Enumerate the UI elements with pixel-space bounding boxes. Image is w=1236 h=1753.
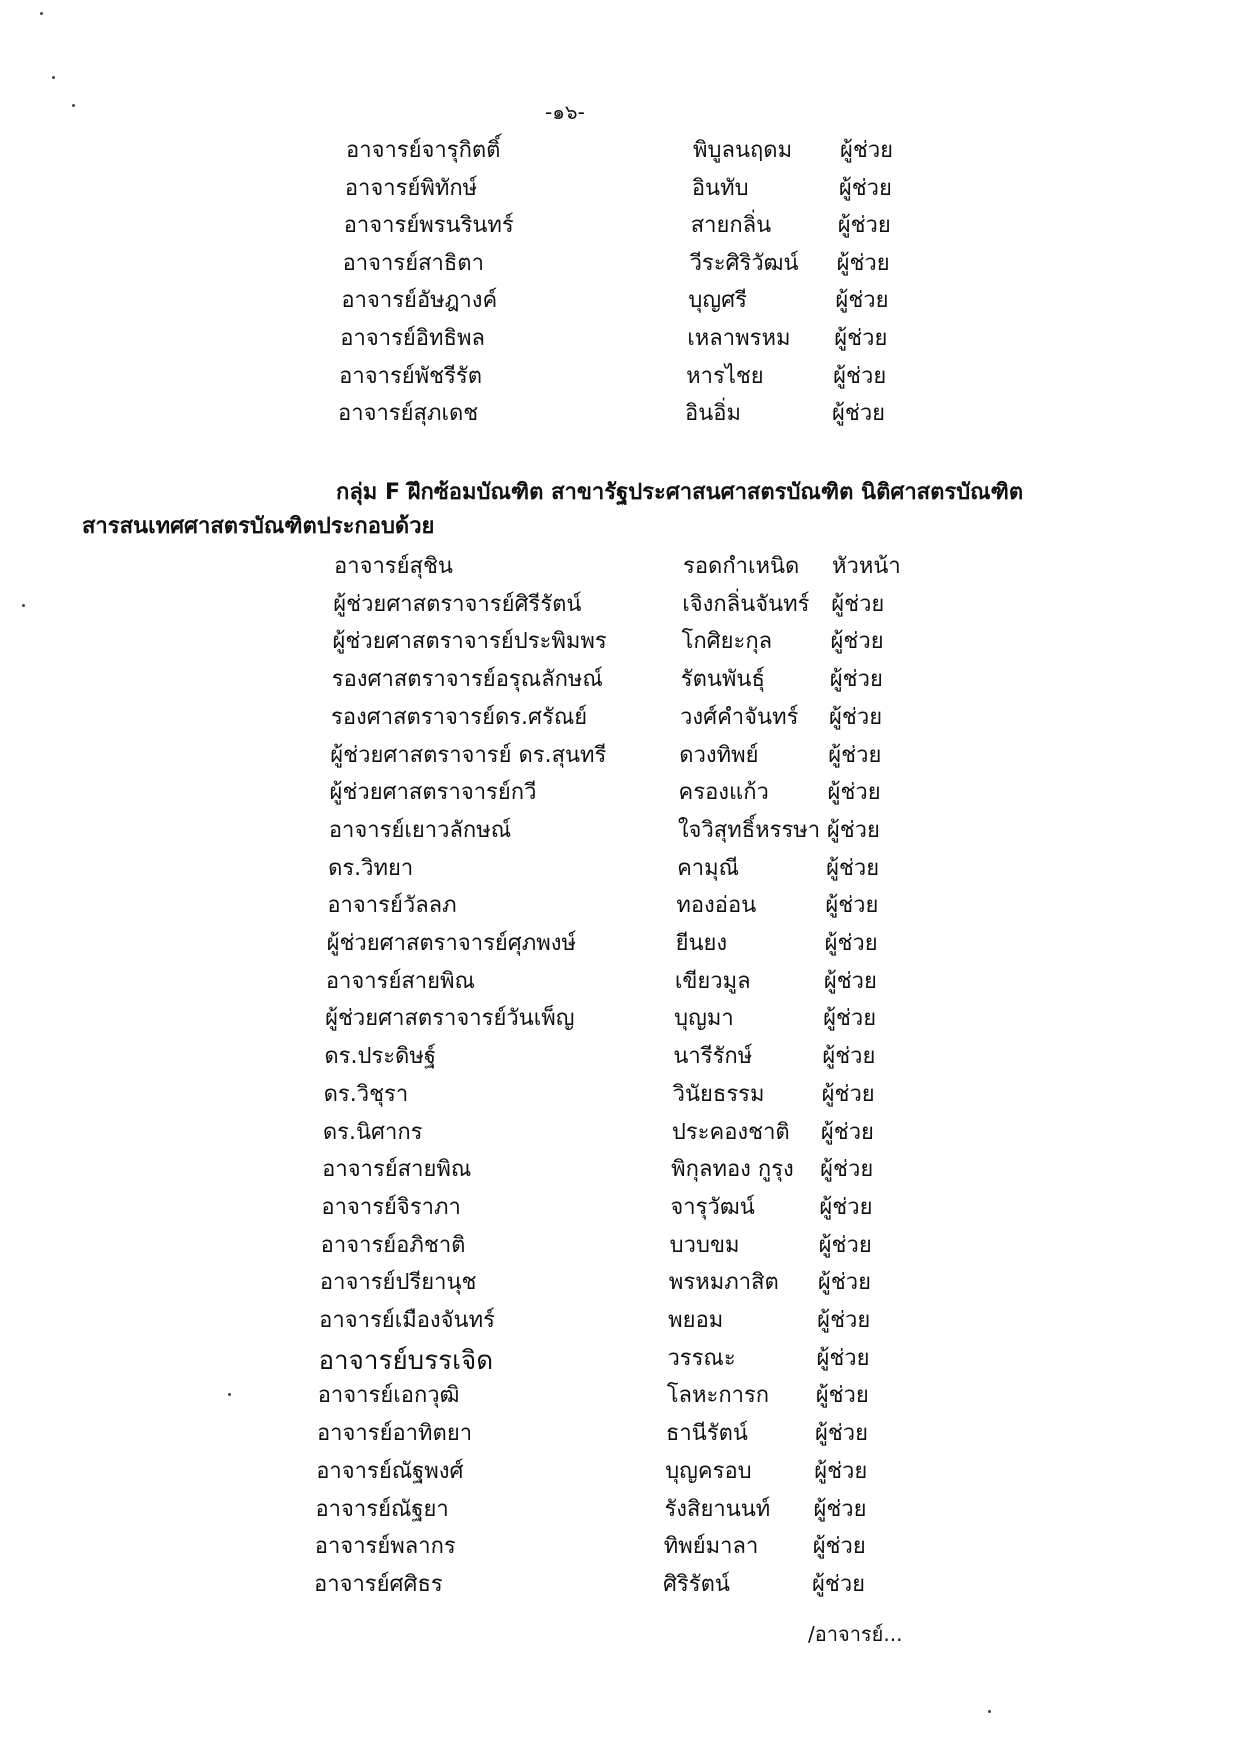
list-item [0,623,1236,659]
list-item [0,1076,1236,1112]
person-role: ผู้ช่วย [826,817,880,843]
list-item [0,1340,1236,1376]
person-surname: สายกลิ่น [690,213,772,239]
list-item [0,170,1236,206]
person-name: ผู้ช่วยศาสตราจารย์ศิรีรัตน์ [333,591,582,617]
person-role: ผู้ช่วย [824,931,878,956]
person-role: ผู้ช่วย [821,1081,875,1107]
person-surname: รังสิยานนท์ [664,1496,771,1522]
person-role: ผู้ช่วย [812,1534,866,1560]
person-surname: พรหมภาสิต [668,1270,779,1296]
person-name: ผู้ช่วยศาสตราจารย์ศุภพงษ์ [326,931,577,956]
list-item [0,395,1236,431]
list-item [0,282,1236,318]
list-item [0,1000,1236,1036]
person-name: อาจารย์เยาวลักษณ์ [328,817,512,843]
person-role: ผู้ช่วย [838,175,892,201]
person-surname: เหลาพรหม [687,326,791,351]
person-role: ผู้ช่วย [815,1383,869,1409]
list-item [0,887,1236,923]
person-role: ผู้ช่วย [834,326,888,351]
person-role: หัวหน้า [832,554,901,579]
scan-speck [72,104,75,107]
person-surname: วีระศิริวัฒน์ [689,250,799,276]
person-role: ผู้ช่วย [820,1157,874,1183]
person-surname: บวบขม [669,1232,740,1258]
person-role: ผู้ช่วย [835,288,889,314]
list-item [0,207,1236,243]
person-role: ผู้ช่วย [837,213,891,239]
list-item [0,925,1236,961]
person-role: ผู้ช่วย [829,667,883,693]
person-name: อาจารย์อาทิตยา [316,1421,473,1447]
group-f-heading-line1: กลุ่ม F ฝึกซ้อมบัณฑิต สาขารัฐประศาสนศาสตรบัณฑิต นิติศาสตรบัณฑิต [336,480,1024,505]
person-role: ผู้ช่วย [832,401,886,427]
person-surname: โกศิยะกุล [681,629,773,655]
person-name: อาจารย์พัชรีรัต [339,363,483,389]
person-name: รองศาสตราจารย์อรุณลักษณ์ [331,667,603,693]
person-name: อาจารย์สายพิณ [325,968,475,994]
list-item [0,661,1236,697]
person-surname: ดวงทิพย์ [679,742,759,768]
person-name: อาจารย์บรรเจิด [318,1345,494,1376]
person-name: อาจารย์เอกวุฒิ [317,1383,460,1409]
person-name: ดร.วิชุรา [323,1081,409,1107]
person-surname: เจิงกลิ่นจันทร์ [682,591,810,617]
page-number: -๑๖- [545,100,585,124]
list-item [0,132,1236,168]
scan-speck [40,12,43,15]
person-name: อาจารย์สายพิณ [322,1157,472,1183]
person-name: ดร.วิทยา [328,855,414,881]
person-surname: ยีนยง [675,931,728,956]
person-name: ผู้ช่วยศาสตราจารย์วันเพ็ญ [325,1006,575,1032]
list-item [0,358,1236,394]
person-role: ผู้ช่วย [820,1119,874,1145]
person-role: ผู้ช่วย [823,968,877,994]
person-surname: โลหะการก [666,1383,770,1409]
person-name: อาจารย์ณัฐพงศ์ [316,1458,464,1484]
person-name: อาจารย์สุภเดช [338,401,479,427]
list-item [0,1491,1236,1527]
list-item [0,1377,1236,1413]
person-name: อาจารย์วัลลภ [327,893,457,919]
person-surname: ประคองชาติ [671,1119,790,1145]
person-surname: อินอิ่ม [685,401,741,427]
person-surname: พิบูลนฤดม [693,138,793,163]
person-surname: อินทับ [691,175,749,201]
person-surname: หารไชย [686,363,764,389]
person-name: อาจารย์อภิชาติ [320,1232,466,1258]
person-role: ผู้ช่วย [822,1044,876,1070]
person-surname: ศิริรัตน์ [663,1571,730,1597]
person-surname: ธานีรัตน์ [665,1421,748,1447]
continuation-marker: /อาจารย์... [808,1622,903,1646]
list-item [0,774,1236,810]
person-surname: ทองอ่อน [676,893,757,919]
person-name: อาจารย์อิทธิพล [340,326,485,351]
person-name: ดร.นิศากร [322,1119,423,1145]
person-surname: บุญครอบ [665,1458,752,1484]
person-role: ผู้ช่วย [840,138,894,163]
list-item [0,1302,1236,1338]
person-name: อาจารย์อัษฎางค์ [341,288,498,314]
person-name: รองศาสตราจารย์ดร.ศรัณย์ [331,704,588,730]
person-role: ผู้ช่วย [830,629,884,655]
person-surname: นารีรักษ์ [673,1044,753,1070]
person-name: อาจารย์ศศิธร [314,1571,443,1597]
list-item [0,737,1236,773]
scan-speck [52,76,55,79]
list-item [0,1227,1236,1263]
person-name: อาจารย์สุชิน [334,554,453,579]
person-name: อาจารย์สาธิตา [342,250,484,276]
list-item [0,963,1236,999]
person-role: ผู้ช่วย [833,363,887,389]
person-role: ผู้ช่วย [817,1270,871,1296]
person-name: อาจารย์ปรียานุช [319,1270,477,1296]
person-name: ผู้ช่วยศาสตราจารย์ประพิมพร [332,629,607,655]
list-item [0,1114,1236,1150]
list-item [0,1415,1236,1451]
person-name: อาจารย์ณัฐยา [315,1496,449,1522]
person-role: ผู้ช่วย [836,250,890,276]
person-name: อาจารย์พิทักษ์ [344,175,478,201]
person-name: ดร.ประดิษฐ์ [324,1044,436,1070]
group-f-heading-line2: สารสนเทศศาสตรบัณฑิตประกอบด้วย [82,514,435,539]
person-role: ผู้ช่วย [814,1421,869,1447]
person-role: ผู้ช่วย [812,1571,866,1597]
list-item [0,1151,1236,1187]
person-surname: ครองแก้ว [678,780,769,806]
person-surname: วงศ์คำจันทร์ [680,704,799,730]
list-item [0,1038,1236,1074]
person-role: ผู้ช่วย [818,1232,872,1258]
list-item [0,1528,1236,1564]
person-role: ผู้ช่วย [814,1458,868,1484]
person-surname: รอดกำเหนิด [683,554,800,579]
person-name: อาจารย์จารุกิตติ์ [346,138,501,163]
list-item [0,1264,1236,1300]
person-name: อาจารย์จิราภา [321,1194,461,1220]
person-surname: วรรณะ [667,1345,736,1371]
person-name: อาจารย์เมืองจันทร์ [319,1308,495,1333]
scan-speck [988,1710,991,1713]
person-surname: บุญศรี [688,288,747,314]
person-surname: บุญมา [674,1006,734,1032]
person-surname: จารุวัฒน์ [670,1194,755,1220]
person-name: อาจารย์พรนรินทร์ [343,213,514,239]
list-item [0,1453,1236,1489]
person-surname: คามุณี [677,855,740,881]
person-role: ผู้ช่วย [816,1345,870,1371]
person-name: ผู้ช่วยศาสตราจารย์ ดร.สุนทรี [330,742,607,768]
person-surname: รัตนพันธุ์ [680,667,765,693]
person-surname: พิกุลทอง กูรุง [671,1157,794,1183]
list-item [0,586,1236,622]
scan-speck [228,1393,231,1396]
person-role: ผู้ช่วย [825,893,879,919]
list-item [0,1189,1236,1225]
person-surname: ใจวิสุทธิ์หรรษา [677,817,821,843]
person-surname: พยอม [668,1308,724,1333]
person-surname: ทิพย์มาลา [663,1534,759,1560]
person-role: ผู้ช่วย [831,591,885,617]
person-role: ผู้ช่วย [813,1496,867,1522]
person-role: ผู้ช่วย [823,1006,877,1032]
list-item [0,320,1236,356]
person-name: อาจารย์พลากร [314,1534,456,1560]
person-name: ผู้ช่วยศาสตราจารย์กวี [329,780,537,806]
list-item [0,850,1236,886]
person-role: ผู้ช่วย [817,1308,871,1333]
list-item [0,1566,1236,1602]
person-role: ผู้ช่วย [829,704,883,730]
person-role: ผู้ช่วย [828,742,882,768]
person-role: ผู้ช่วย [827,780,881,806]
scan-speck [22,604,25,607]
list-item [0,812,1236,848]
person-role: ผู้ช่วย [819,1194,873,1220]
person-surname: วินัยธรรม [672,1081,765,1107]
person-role: ผู้ช่วย [826,855,880,881]
list-item [0,699,1236,735]
person-surname: เขียวมูล [674,968,751,994]
list-item [0,548,1236,584]
list-item [0,245,1236,281]
